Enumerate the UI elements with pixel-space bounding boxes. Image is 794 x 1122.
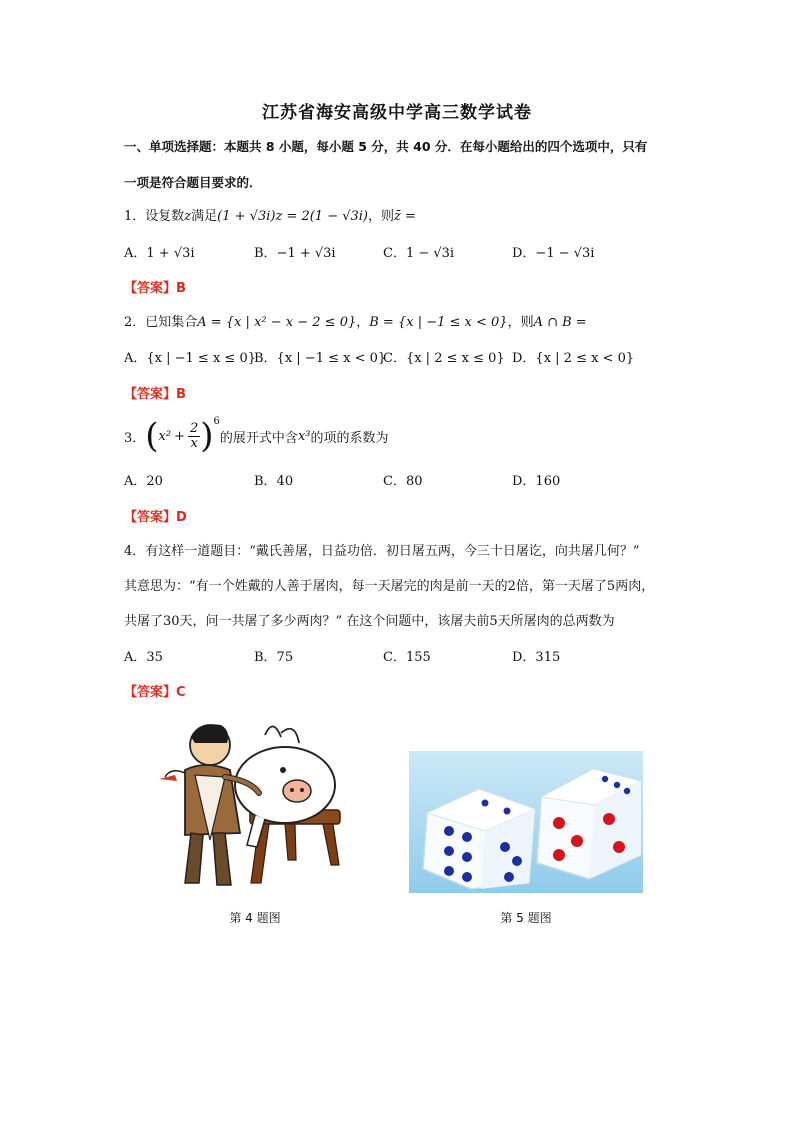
answer-label: 【答案】 (124, 685, 177, 700)
answer-label: 【答案】 (124, 510, 177, 525)
q1-option-c: C．1 − √3i (383, 246, 455, 261)
section-heading-line2: 一项是符合题目要求的． (124, 175, 262, 190)
answer-value: B (176, 281, 186, 296)
answer-value: D (176, 510, 187, 525)
q1-option-a: A．1 + √3i (124, 246, 195, 261)
q2-stem-c: ，则 (507, 315, 534, 330)
q1-stem-res: z̄ = (394, 209, 416, 224)
q3-base: x² (158, 428, 172, 444)
q4-answer (124, 681, 186, 700)
butcher-illustration (155, 715, 345, 893)
question-3-stem (124, 414, 389, 458)
q1-answer (124, 277, 186, 296)
q3-stem-b: 的项的系数为 (310, 430, 389, 446)
q3-option-b: B．40 (254, 474, 294, 489)
q2-answer (124, 383, 186, 402)
q3-option-a: A．20 (124, 474, 163, 489)
q1-stem-expr: (1 + √3i)z = 2(1 − √3i) (217, 209, 369, 224)
figure-5-caption: 第 5 题图 (500, 911, 552, 925)
q1-stem-c: ，则 (368, 209, 395, 224)
dice-photo (409, 751, 643, 893)
figure-4-caption: 第 4 题图 (229, 911, 281, 925)
q2-sep: ， (356, 315, 370, 330)
question-4-line2: 其意思为：“有一个姓戴的人善于屠肉，每一天屠完的肉是前一天的2倍，第一天屠了5两肉， (124, 579, 655, 594)
q2-option-a: A．{x | −1 ≤ x ≤ 0} (124, 351, 256, 366)
q4-option-b: B．75 (254, 650, 294, 665)
q2-stem-a: 2．已知集合 (124, 315, 198, 330)
q3-answer (124, 506, 187, 525)
answer-label: 【答案】 (124, 281, 177, 296)
question-1-stem (124, 205, 416, 224)
q2-option-d: D．{x | 2 ≤ x < 0} (512, 351, 635, 366)
question-4-line3: 共屠了30天，问一共屠了多少两肉？” 在这个问题中，该屠夫前5天所屠肉的总两数为 (124, 614, 615, 629)
q3-frac-den: x (190, 435, 198, 451)
answer-value: B (176, 387, 186, 402)
q3-fraction (188, 422, 200, 451)
q2-option-c: C．{x | 2 ≤ x ≤ 0} (383, 351, 505, 366)
q3-number: 3． (124, 430, 146, 446)
answer-value: C (176, 685, 186, 700)
q1-stem-b: 满足 (191, 209, 218, 224)
q2-stem-res: A ∩ B = (533, 315, 587, 330)
q1-stem-a: 1．设复数 (124, 209, 185, 224)
page-title: 江苏省海安高级中学高三数学试卷 (262, 103, 532, 123)
q3-plus: + (174, 428, 185, 444)
q3-frac-num: 2 (190, 420, 199, 436)
q2-option-b: B．{x | −1 ≤ x < 0} (254, 351, 387, 366)
question-2-stem (124, 311, 587, 330)
section-heading-line1: 一、单项选择题：本题共 8 小题，每小题 5 分，共 40 分．在每小题给出的四个选项中，只有 (124, 139, 648, 154)
q3-option-d: D．160 (512, 474, 561, 489)
q1-stem-var: z (184, 209, 192, 224)
q2-set-b: B = {x | −1 ≤ x < 0} (369, 315, 508, 330)
q3-term: x³ (297, 428, 311, 444)
left-paren: ( (145, 416, 159, 456)
q2-set-a: A = {x | x² − x − 2 ≤ 0} (197, 315, 357, 330)
question-4-line1: 4．有这样一道题目：“戴氏善屠，日益功倍．初日屠五两，今三十日屠讫，向共屠几何？” (124, 544, 640, 559)
q4-option-c: C．155 (383, 650, 431, 665)
q3-option-c: C．80 (383, 474, 423, 489)
q3-exponent: 6 (213, 416, 220, 427)
q3-stem-a: 的展开式中含 (219, 430, 298, 446)
q1-option-d: D．−1 − √3i (512, 246, 595, 261)
q1-option-b: B．−1 + √3i (254, 246, 336, 261)
right-paren: ) (200, 416, 214, 456)
q4-option-a: A．35 (124, 650, 163, 665)
q4-option-d: D．315 (512, 650, 561, 665)
answer-label: 【答案】 (124, 387, 177, 402)
